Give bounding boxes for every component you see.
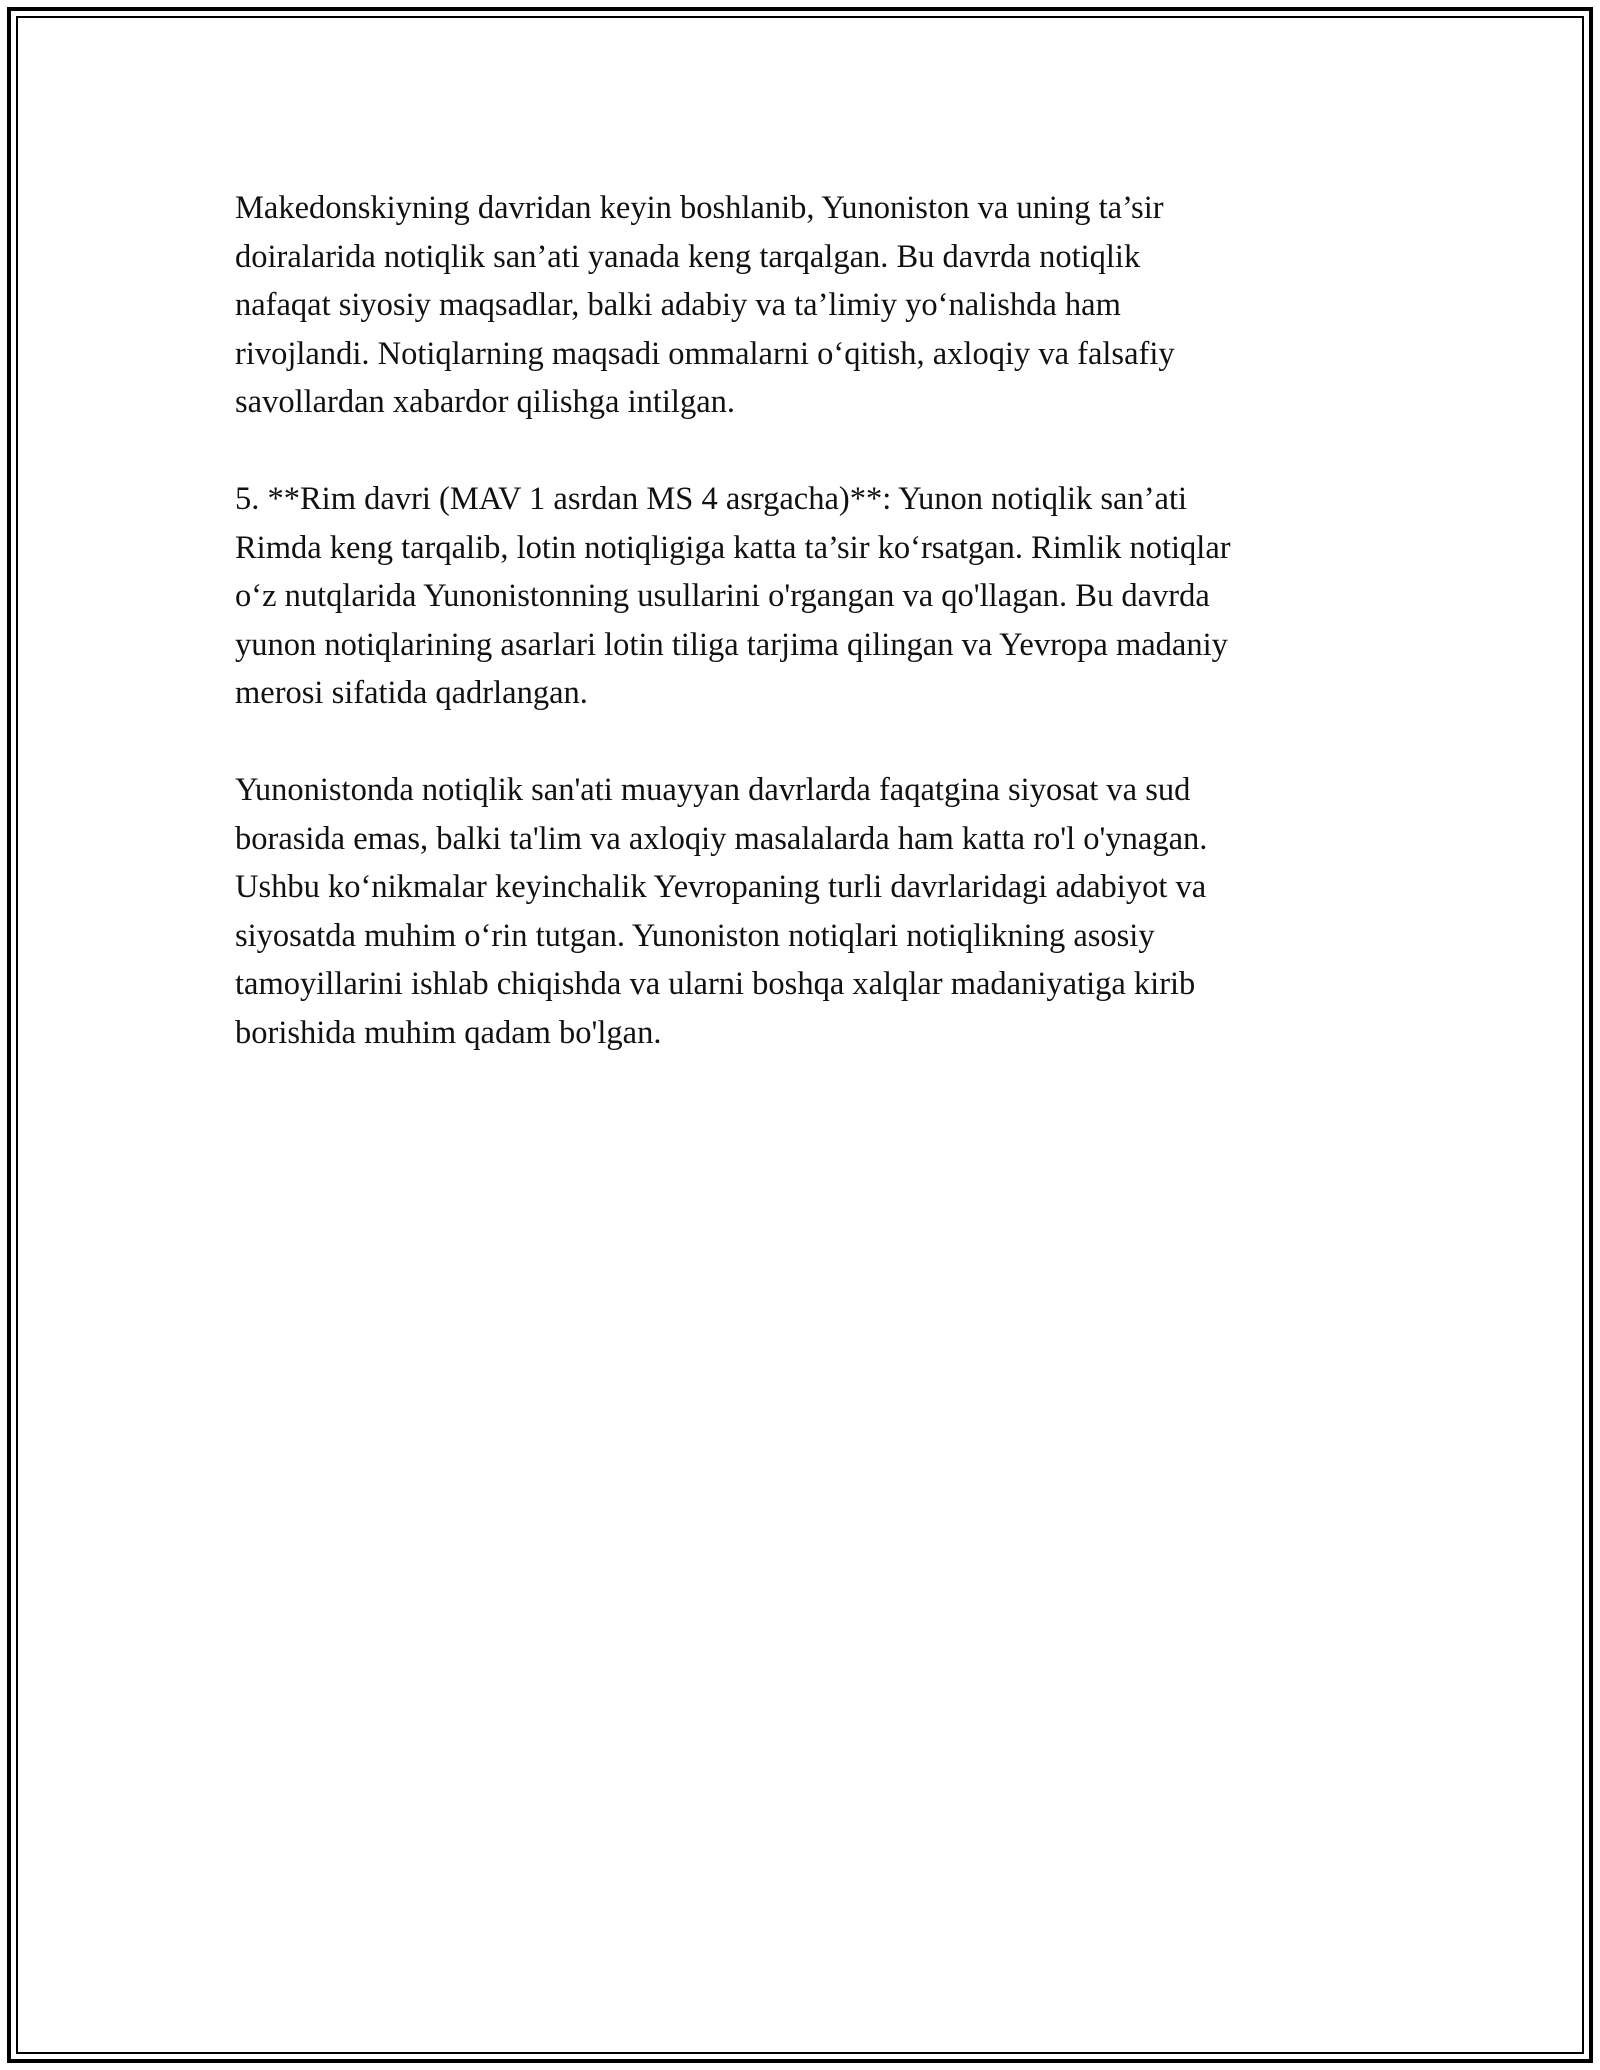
text-line: o‘z nutqlarida Yunonistonning usullarini o'rgangan va qo'llagan. Bu davrda — [235, 578, 1210, 614]
text-line: nafaqat siyosiy maqsadlar, balki adabiy va ta’limiy yo‘nalishda ham — [235, 287, 1121, 323]
text-line: 5. **Rim davri (MAV 1 asrdan MS 4 asrgacha)**: Yunon notiqlik san’ati — [235, 481, 1188, 517]
text-line: rivojlandi. Notiqlarning maqsadi ommalarni o‘qitish, axloqiy va falsafiy — [235, 335, 1175, 372]
document-body — [235, 184, 1385, 1106]
text-line: savollardan xabardor qilishga intilgan. — [235, 384, 736, 420]
text-line: yunon notiqlarining asarlari lotin tiliga tarjima qilingan va Yevropa madaniy — [235, 626, 1228, 663]
paragraph-hellenistic-period — [235, 184, 1385, 427]
text-line: merosi sifatida qadrlangan. — [235, 675, 588, 711]
text-line: doiralarida notiqlik san’ati yanada keng tarqalgan. Bu davrda notiqlik — [235, 238, 1141, 275]
text-line: Ushbu ko‘nikmalar keyinchalik Yevropaning turli davrlaridagi adabiyot va — [235, 869, 1207, 905]
text-line: tamoyillarini ishlab chiqishda va ularni boshqa xalqlar madaniyatiga kirib — [235, 966, 1196, 1002]
text-line: borasida emas, balki ta'lim va axloqiy masalalarda ham katta ro'l o'ynagan. — [235, 820, 1208, 857]
text-line: Makedonskiyning davridan keyin boshlanib, Yunoniston va uning ta’sir — [235, 190, 1164, 226]
paragraph-roman-period — [235, 475, 1385, 718]
paragraph-conclusion — [235, 766, 1385, 1057]
text-line: borishida muhim qadam bo'lgan. — [235, 1014, 662, 1051]
text-line: siyosatda muhim o‘rin tutgan. Yunoniston notiqlari notiqlikning asosiy — [235, 917, 1155, 954]
text-line: Yunonistonda notiqlik san'ati muayyan davrlarda faqatgina siyosat va sud — [235, 772, 1191, 808]
text-line: Rimda keng tarqalib, lotin notiqligiga katta ta’sir ko‘rsatgan. Rimlik notiqlar — [235, 529, 1231, 566]
